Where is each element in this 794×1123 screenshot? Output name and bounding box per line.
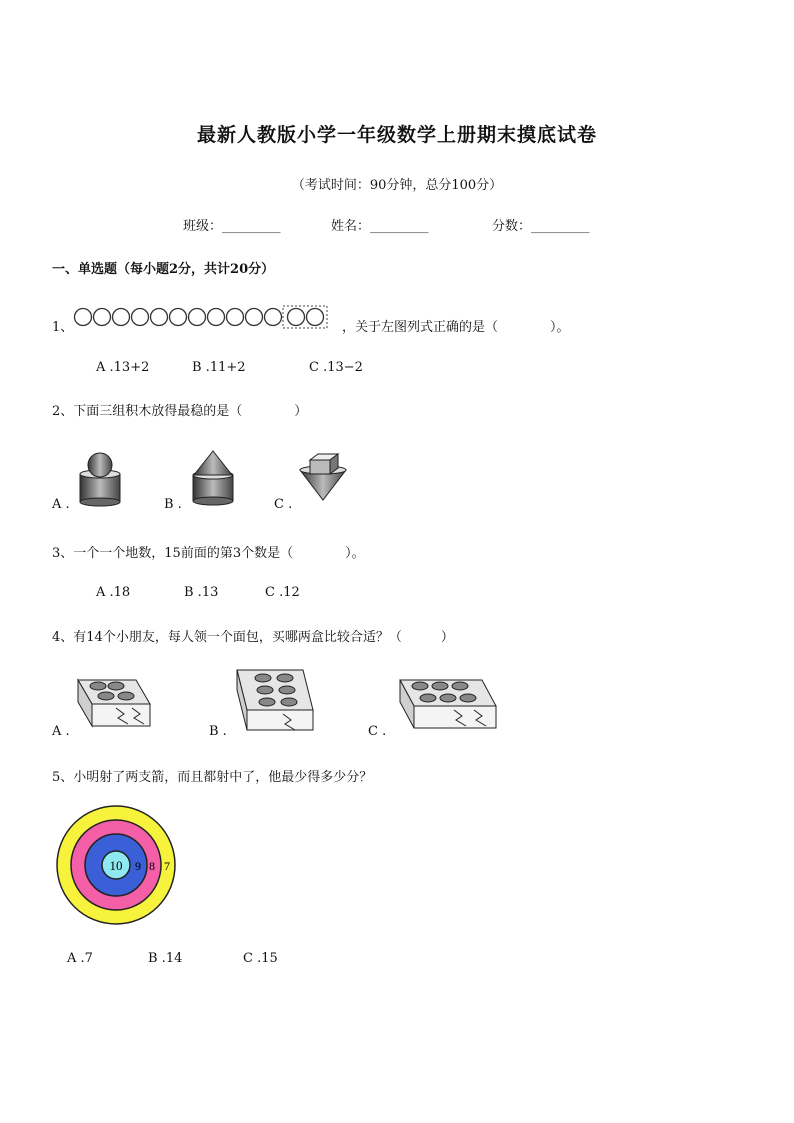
circle bbox=[170, 309, 187, 326]
question-number: 1、 bbox=[52, 320, 74, 335]
circles-figure bbox=[73, 305, 329, 329]
cube-on-cone-image bbox=[298, 452, 348, 502]
question-5 bbox=[52, 766, 372, 785]
circle bbox=[113, 309, 130, 326]
section-heading: 一、单选题（每小题2分，共计20分） bbox=[52, 262, 275, 277]
cone-on-cylinder-image bbox=[190, 449, 236, 505]
question-text: 下面三组积木放得最稳的是（ ） bbox=[73, 404, 308, 419]
question-text: 有14个小朋友，每人领一个面包，买哪两盒比较合适？（ ） bbox=[73, 630, 454, 645]
question-number: 4、 bbox=[52, 630, 74, 645]
bread-box-c-image bbox=[398, 674, 500, 734]
ring-label-9: 9 bbox=[135, 859, 141, 873]
q1-option-c[interactable]: C .13−2 bbox=[309, 360, 363, 375]
boxed-circle bbox=[288, 309, 305, 326]
q3-option-b[interactable]: B .13 bbox=[184, 585, 219, 600]
name-field: 姓名：_________ bbox=[331, 219, 429, 234]
circles-plain-group bbox=[75, 309, 324, 326]
circle bbox=[265, 309, 282, 326]
target-image bbox=[55, 805, 177, 927]
ring-label-10: 10 bbox=[109, 858, 123, 873]
question-number: 3、 bbox=[52, 546, 74, 561]
circle bbox=[246, 309, 263, 326]
circle bbox=[208, 309, 225, 326]
q3-option-a[interactable]: A .18 bbox=[96, 585, 131, 600]
question-4 bbox=[52, 626, 454, 645]
bread-box-b-image bbox=[233, 666, 317, 734]
question-1-text: ，关于左图列式正确的是（ ）。 bbox=[342, 320, 570, 335]
q4-option-b[interactable]: B . bbox=[209, 724, 227, 739]
q1-option-b[interactable]: B .11+2 bbox=[192, 360, 246, 375]
circle bbox=[227, 309, 244, 326]
q4-option-c[interactable]: C . bbox=[368, 724, 387, 739]
ring-label-8: 8 bbox=[149, 859, 155, 873]
ball-on-cylinder-image bbox=[78, 452, 122, 506]
circle bbox=[189, 309, 206, 326]
page-title: 最新人教版小学一年级数学上册期末摸底试卷 bbox=[196, 124, 597, 146]
score-field: 分数：_________ bbox=[492, 219, 590, 234]
boxed-circle bbox=[307, 309, 324, 326]
question-number: 2、 bbox=[52, 404, 74, 419]
bread-box-a-image bbox=[76, 674, 156, 732]
circle bbox=[132, 309, 149, 326]
q5-option-b[interactable]: B .14 bbox=[148, 951, 183, 966]
q2-option-b[interactable]: B . bbox=[164, 497, 182, 512]
ring-label-7: 7 bbox=[164, 859, 170, 873]
q1-option-a[interactable]: A .13+2 bbox=[96, 360, 150, 375]
class-field: 班级：_________ bbox=[183, 219, 281, 234]
question-3 bbox=[52, 542, 365, 561]
q2-option-c[interactable]: C . bbox=[274, 497, 293, 512]
question-text: 一个一个地数，15前面的第3个数是（ ）。 bbox=[73, 546, 365, 561]
q3-option-c[interactable]: C .12 bbox=[265, 585, 300, 600]
question-1 bbox=[52, 316, 73, 335]
circle bbox=[151, 309, 168, 326]
circle bbox=[75, 309, 92, 326]
question-number: 5、 bbox=[52, 770, 74, 785]
question-2 bbox=[52, 400, 307, 419]
q5-option-c[interactable]: C .15 bbox=[243, 951, 278, 966]
q4-option-a[interactable]: A . bbox=[52, 724, 70, 739]
q5-option-a[interactable]: A .7 bbox=[67, 951, 93, 966]
circle bbox=[94, 309, 111, 326]
exam-subtitle: （考试时间：90分钟，总分100分） bbox=[291, 178, 503, 193]
question-text: 小明射了两支箭，而且都射中了，他最少得多少分？ bbox=[73, 770, 373, 785]
q2-option-a[interactable]: A . bbox=[52, 497, 70, 512]
